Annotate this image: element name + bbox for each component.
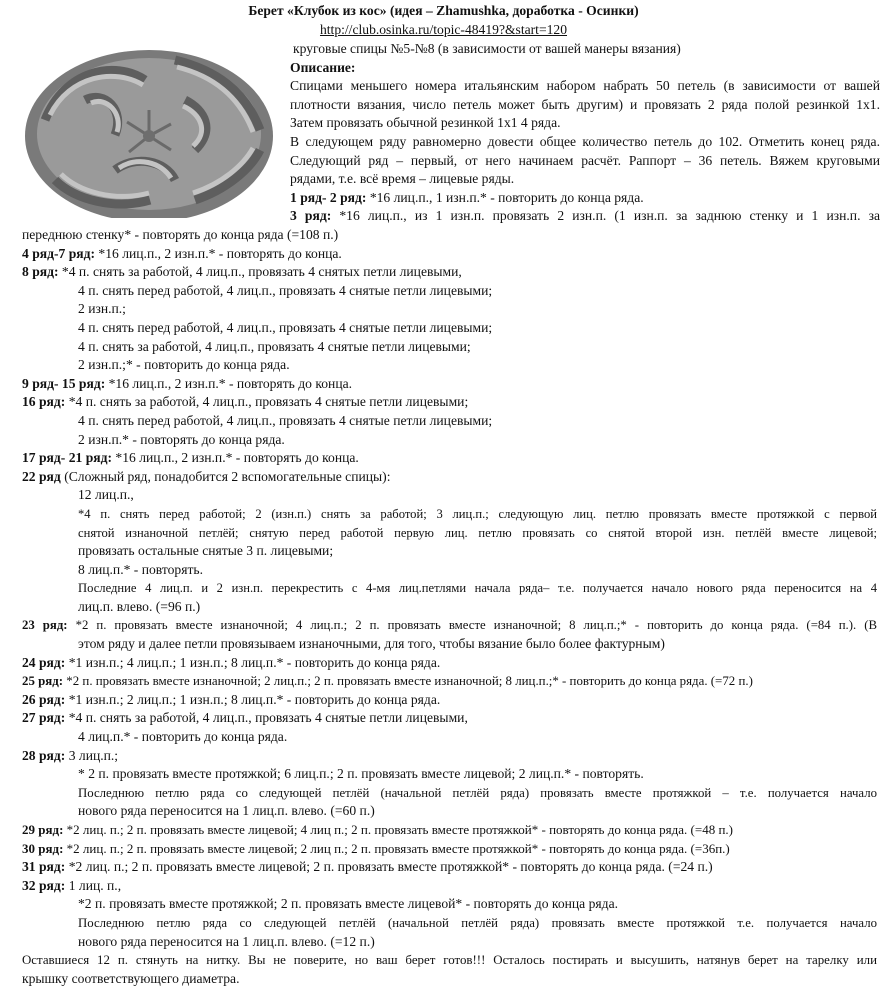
row-22-g: лиц.п. влево. (=96 п.) (78, 598, 201, 614)
desc-line-2: плотности вязания, число петель может быть другим) и провязать 2 ряда полой резинкой 1х1. (290, 96, 880, 112)
row-9-15: 9 ряд- 15 ряд: *16 лиц.п., 2 изн.п.* - повторять до конца. (22, 375, 353, 391)
description-heading: Описание: (290, 59, 356, 75)
row-1-2: 1 ряд- 2 ряд: *16 лиц.п., 1 изн.п.* - повторить до конца ряда. (290, 189, 644, 205)
row-32-c: нового ряда переносится на 1 лиц.п. влево. (=12 п.) (78, 933, 375, 949)
desc-line-4: В следующем ряду равномерно довести общее количество петель до 102. Отметить конец ряда. (290, 133, 880, 149)
row-22-e: 8 лиц.п.* - повторять. (78, 561, 204, 577)
beret-photo (25, 40, 283, 218)
row-27-b: 4 лиц.п.* - повторить до конца ряда. (78, 729, 288, 745)
row-22-f: Последние 4 лиц.п. и 2 изн.п. перекрестить с 4-мя лиц.петлями начала ряда– т.е. получается начало нового ряда переносится на 4 (78, 581, 877, 596)
row-28-b: Последнюю петлю ряда со следующей петлёй (начальной петлёй ряда) провязать вместе протяжкой – т.е. получается начало (78, 785, 877, 800)
row-16: 16 ряд: *4 п. снять за работой, 4 лиц.п., провязать 4 снятые петли лицевыми; (22, 394, 469, 410)
intro-column (290, 40, 880, 226)
row-28-a: * 2 п. провязать вместе протяжкой; 6 лиц.п.; 2 п. провязать вместе лицевой; 2 лиц.п.* - повторять. (78, 766, 644, 782)
row-31: 31 ряд: *2 лиц. п.; 2 п. провязать вместе лицевой; 2 п. провязать вместе протяжкой* - повторять до конца ряда. (=24 п.) (22, 859, 713, 875)
instructions (22, 226, 877, 988)
row-23: 23 ряд: *2 п. провязать вместе изнаночной; 4 лиц.п.; 2 п. провязать вместе изнаночной; 8 лиц.п.;* - повторить до конца ряда. (=84 п.). (В (22, 618, 877, 633)
row-32-a: *2 п. провязать вместе протяжкой; 2 п. провязать вместе лицевой* - повторять до конца ряда. (78, 896, 619, 912)
page-title: Берет «Клубок из кос» (идея – Zhamushka, доработка - Осинки) (248, 3, 639, 18)
desc-line-1: Спицами меньшего номера итальянским набором набрать 50 петель (в зависимости от вашей (290, 78, 880, 94)
row-16-c: 2 изн.п.* - повторять до конца ряда. (78, 431, 285, 447)
row-22-a: 12 лиц.п., (78, 487, 134, 503)
row-8: 8 ряд: *4 п. снять за работой, 4 лиц.п., провязать 4 снятых петли лицевыми, (22, 264, 462, 280)
source-link[interactable]: http://club.osinka.ru/topic-48419?&start=120 (319, 22, 568, 37)
row-32-b: Последнюю петлю ряда со следующей петлёй (начальной петлёй ряда) провязать вместе протяжкой т.е. получается начало (78, 915, 877, 930)
row-8-c: 2 изн.п.; (78, 301, 126, 317)
row-4-7: 4 ряд-7 ряд: *16 лиц.п., 2 изн.п.* - повторять до конца. (22, 245, 342, 261)
row-22-c: снятой изнаночной петлёй; снятую перед работой первую лиц. петлю провязать со снятой второй изн. петлёй вместе лицевой; (78, 525, 877, 540)
row-26: 26 ряд: *1 изн.п.; 2 лиц.п.; 1 изн.п.; 8 лиц.п.* - повторить до конца ряда. (22, 691, 441, 707)
desc-line-3: Затем провязать обычной резинкой 1х1 4 ряда. (290, 115, 561, 131)
row-24: 24 ряд: *1 изн.п.; 4 лиц.п.; 1 изн.п.; 8 лиц.п.* - повторить до конца ряда. (22, 654, 441, 670)
row-22-b: *4 п. снять перед работой; 2 (изн.п.) снять за работой; 3 лиц.п.; следующую лиц. петлю провязать вместе протяжкой с первой (78, 506, 877, 521)
row-8-f: 2 изн.п.;* - повторить до конца ряда. (78, 357, 290, 373)
row-17-21: 17 ряд- 21 ряд: *16 лиц.п., 2 изн.п.* - повторять до конца. (22, 450, 359, 466)
row-29: 29 ряд: *2 лиц. п.; 2 п. провязать вместе лицевой; 4 лиц п.; 2 п. провязать вместе протяжкой* - повторять до конца ряда. (=48 п.) (22, 822, 733, 837)
row-30: 30 ряд: *2 лиц. п.; 2 п. провязать вместе лицевой; 2 лиц п.; 2 п. провязать вместе протяжкой* - повторять до конца ряда. (=36п.) (22, 840, 730, 856)
desc-line-6: рядами, т.е. всё время – лицевые ряды. (290, 171, 515, 187)
row-3-cont: переднюю стенку* - повторять до конца ряда (=108 п.) (22, 227, 339, 242)
row-16-b: 4 п. снять перед работой, 4 лиц.п., провязать 4 снятые петли лицевыми; (78, 412, 493, 428)
row-25: 25 ряд: *2 п. провязать вместе изнаночной; 2 лиц.п.; 2 п. провязать вместе изнаночной; 8 лиц.п.;* - повторить до конца ряда. (=72 п.) (22, 674, 753, 689)
row-8-d: 4 п. снять перед работой, 4 лиц.п., провязать 4 снятые петли лицевыми; (78, 319, 493, 335)
ending-line-1: Оставшиеся 12 п. стянуть на нитку. Вы не поверите, но ваш берет готов!!! Осталось постирать и высушить, натянув берет на тарелку или (22, 953, 877, 968)
ending-line-2: крышку соответствующего диаметра. (22, 970, 240, 986)
row-27: 27 ряд: *4 п. снять за работой, 4 лиц.п., провязать 4 снятые петли лицевыми, (22, 710, 468, 726)
row-28-c: нового ряда переносится на 1 лиц.п. влево. (=60 п.) (78, 803, 375, 819)
row-22-d: провязать остальные снятые 3 п. лицевыми; (78, 543, 334, 559)
row-32: 32 ряд: 1 лиц. п., (22, 877, 122, 893)
row-3: 3 ряд: *16 лиц.п., из 1 изн.п. провязать 2 изн.п. (1 изн.п. за заднюю стенку и 1 изн.п. за (290, 208, 880, 224)
row-8-b: 4 п. снять перед работой, 4 лиц.п., провязать 4 снятые петли лицевыми; (78, 282, 493, 298)
needles-line: круговые спицы №5-№8 (в зависимости от вашей манеры вязания) (293, 41, 681, 56)
row-23-b: этом ряду и далее петли провязываем изнаночными, для того, чтобы вязание было более фактурным) (78, 636, 665, 652)
row-28: 28 ряд: 3 лиц.п.; (22, 747, 119, 763)
row-22: 22 ряд (Сложный ряд, понадобится 2 вспомогательные спицы): (22, 468, 391, 484)
row-8-e: 4 п. снять за работой, 4 лиц.п., провязать 4 снятые петли лицевыми; (78, 338, 471, 354)
desc-line-5: Следующий ряд – первый, от него начинаем расчёт. Раппорт – 36 петель. Вяжем круговыми (290, 152, 880, 168)
